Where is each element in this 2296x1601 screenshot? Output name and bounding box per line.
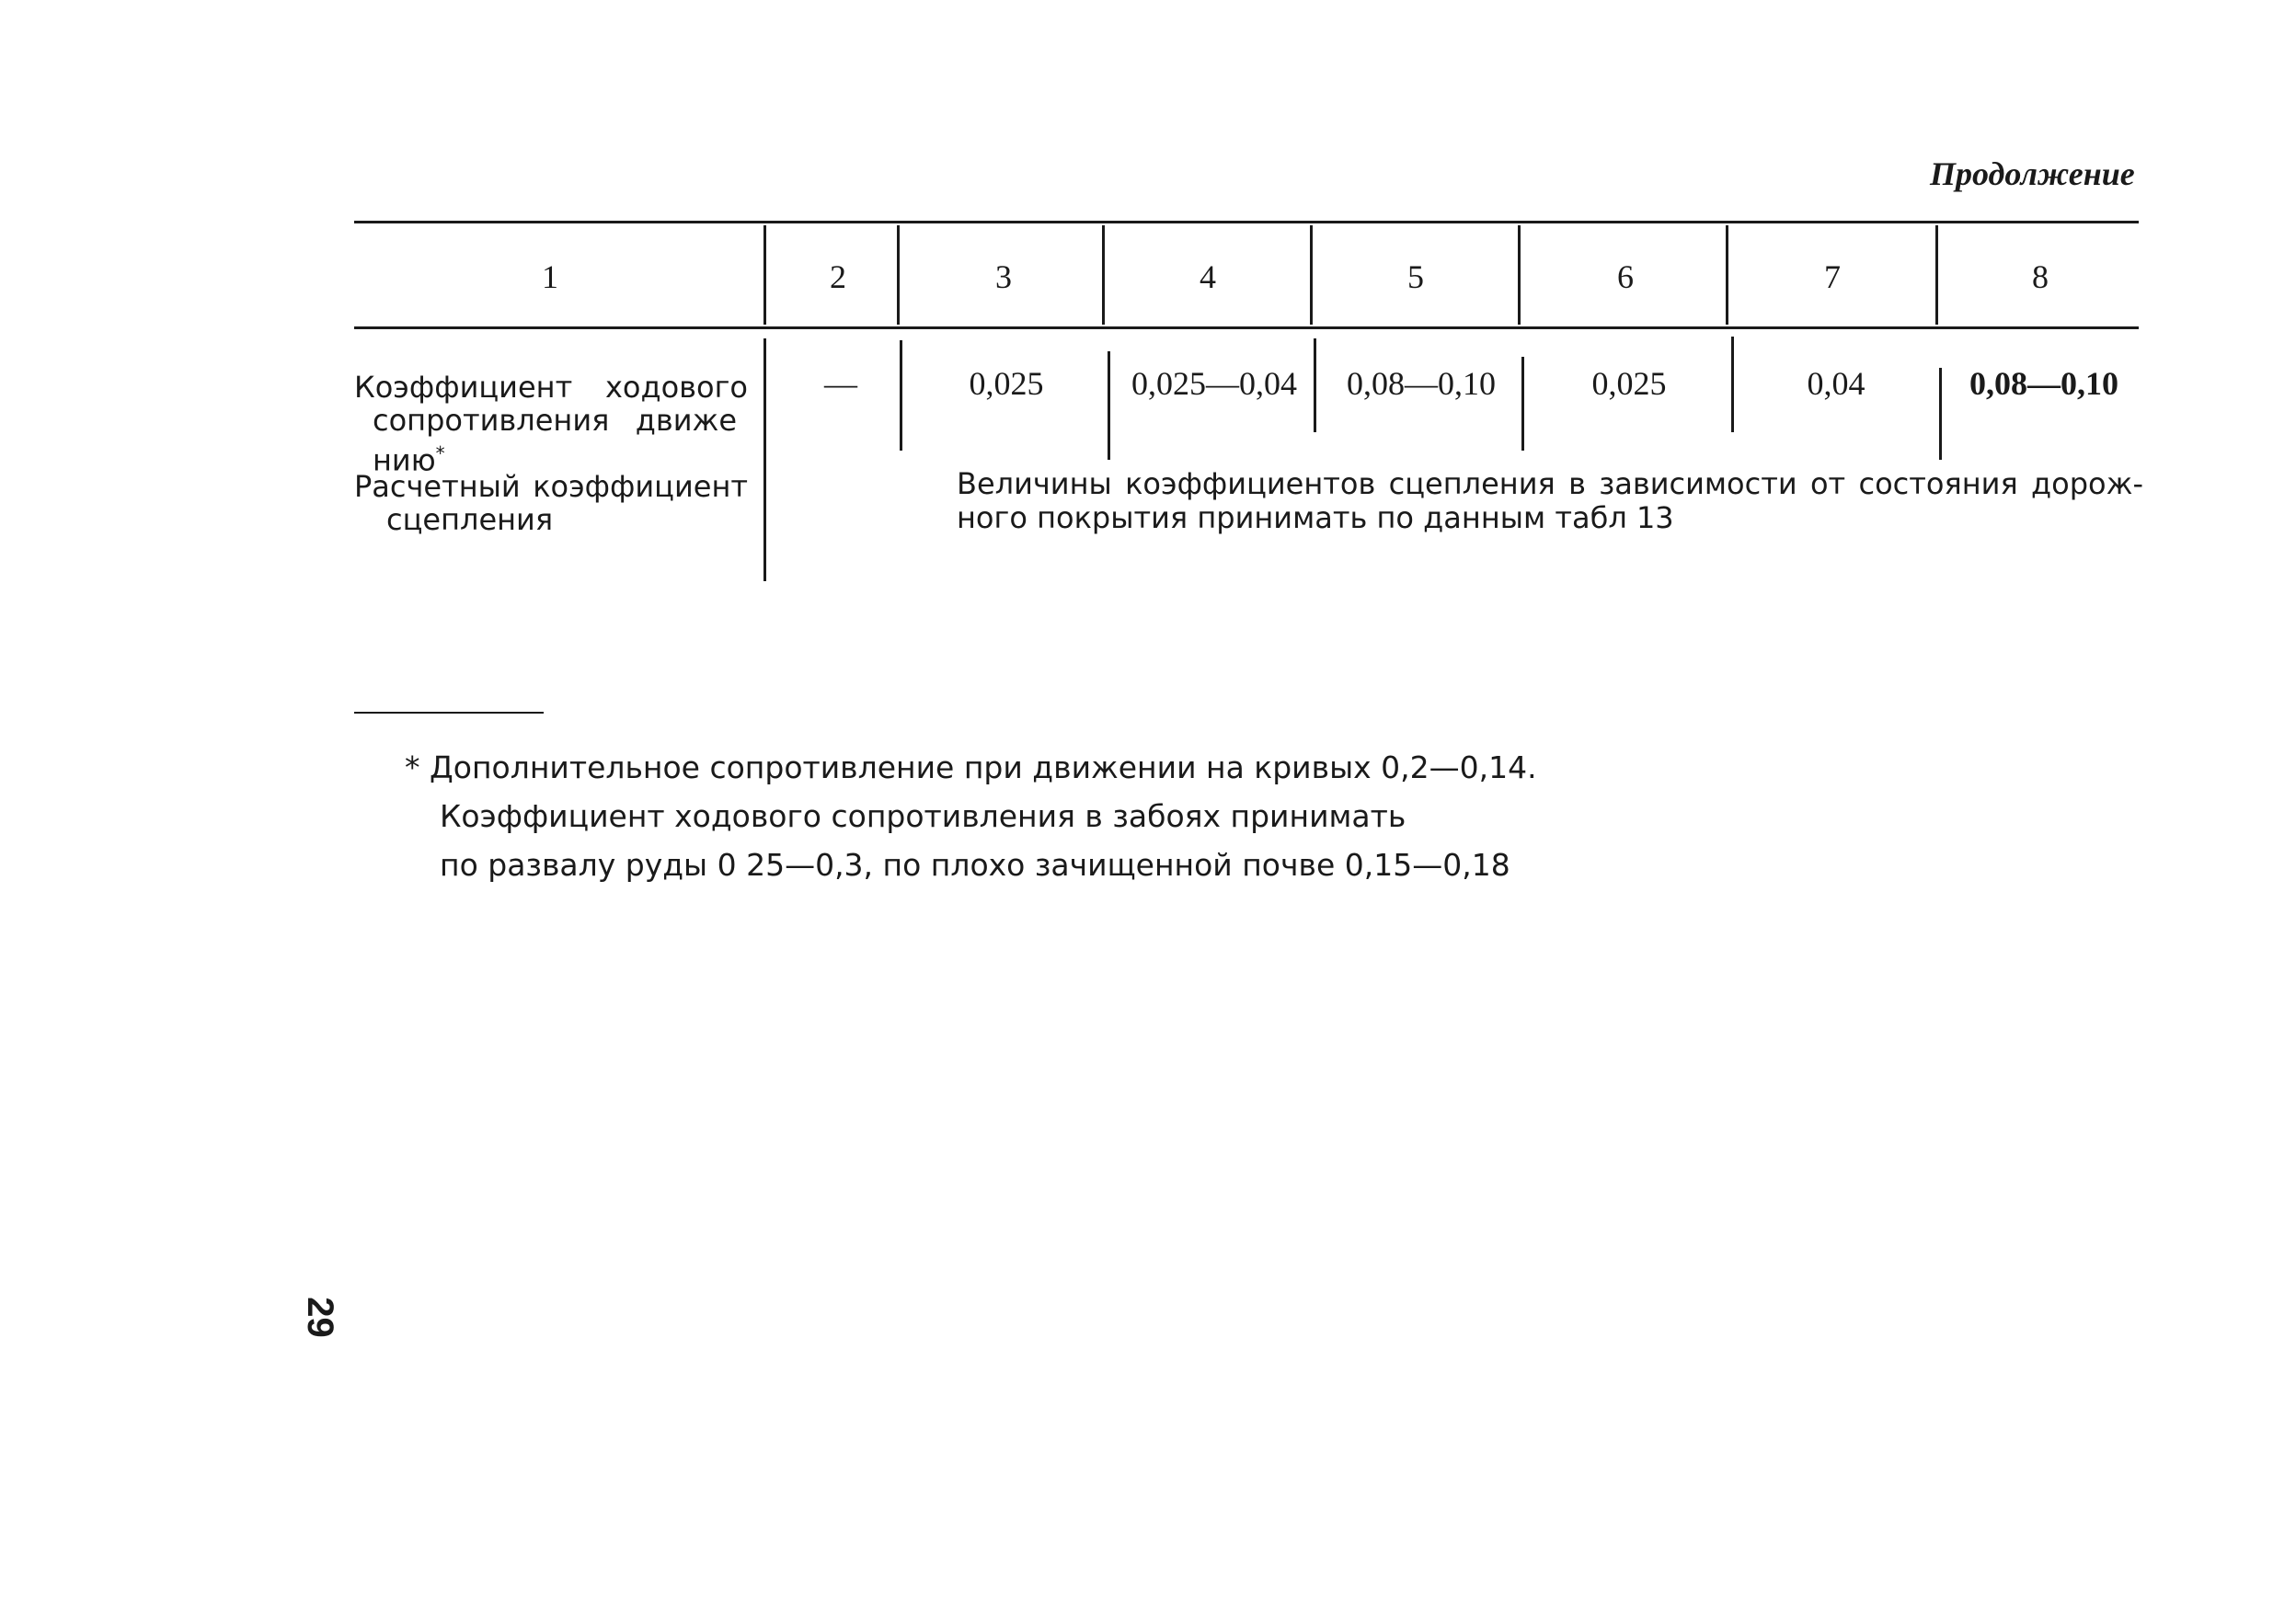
column-number-1: 1 [542, 258, 558, 295]
page-number: 29 [299, 1297, 340, 1338]
footnote-line: * Дополнительное сопротивление при движении на кривых 0,2—0,14. [405, 749, 1537, 785]
header-divider [1310, 225, 1313, 325]
row-label-line: сопротивления движе [373, 403, 737, 438]
header-divider [763, 225, 766, 325]
value-col-6: 0,025 [1591, 365, 1667, 402]
value-col-4: 0,025—0,04 [1131, 365, 1297, 402]
footnote-mark: * [435, 442, 445, 464]
header-divider [1935, 225, 1938, 325]
continuation-label: Продолжение [1930, 155, 2135, 192]
footnote-line: по развалу руды 0 25—0,3, по плохо зачищенной почве 0,15—0,18 [440, 847, 1510, 883]
value-col-7: 0,04 [1807, 365, 1866, 402]
footnote-rule [354, 712, 544, 714]
adhesion-note-line: ного покрытия принимать по данным табл 13 [957, 500, 1674, 535]
row-label-line: сцепления [386, 502, 554, 537]
column-number-8: 8 [2032, 258, 2049, 295]
column-number-6: 6 [1617, 258, 1634, 295]
table-header-rule [354, 326, 2139, 329]
header-divider [1102, 225, 1105, 325]
column-number-3: 3 [995, 258, 1012, 295]
column-number-2: 2 [830, 258, 846, 295]
header-divider [1726, 225, 1728, 325]
footnote-line: Коэффициент ходового сопротивления в забоях принимать [440, 798, 1406, 834]
row-divider [1731, 337, 1734, 432]
column-number-7: 7 [1824, 258, 1841, 295]
row-divider [1108, 351, 1110, 460]
value-col-8: 0,08—0,10 [1969, 365, 2118, 402]
row-label-line-text: нию [373, 442, 436, 478]
column-number-4: 4 [1200, 258, 1216, 295]
adhesion-note-line: Величины коэффициентов сцепления в зависимости от состояния дорож- [957, 466, 2143, 501]
header-divider [897, 225, 900, 325]
value-col-5: 0,08—0,10 [1347, 365, 1496, 402]
column-number-5: 5 [1407, 258, 1424, 295]
row-divider [1939, 368, 1942, 460]
row-label-line: Коэффициент ходового [354, 370, 748, 405]
value-col-3: 0,025 [969, 365, 1044, 402]
header-divider [1518, 225, 1521, 325]
value-col-2: — [824, 365, 857, 402]
table-top-rule [354, 221, 2139, 223]
row-label-line: Расчетный коэффициент [354, 469, 748, 504]
